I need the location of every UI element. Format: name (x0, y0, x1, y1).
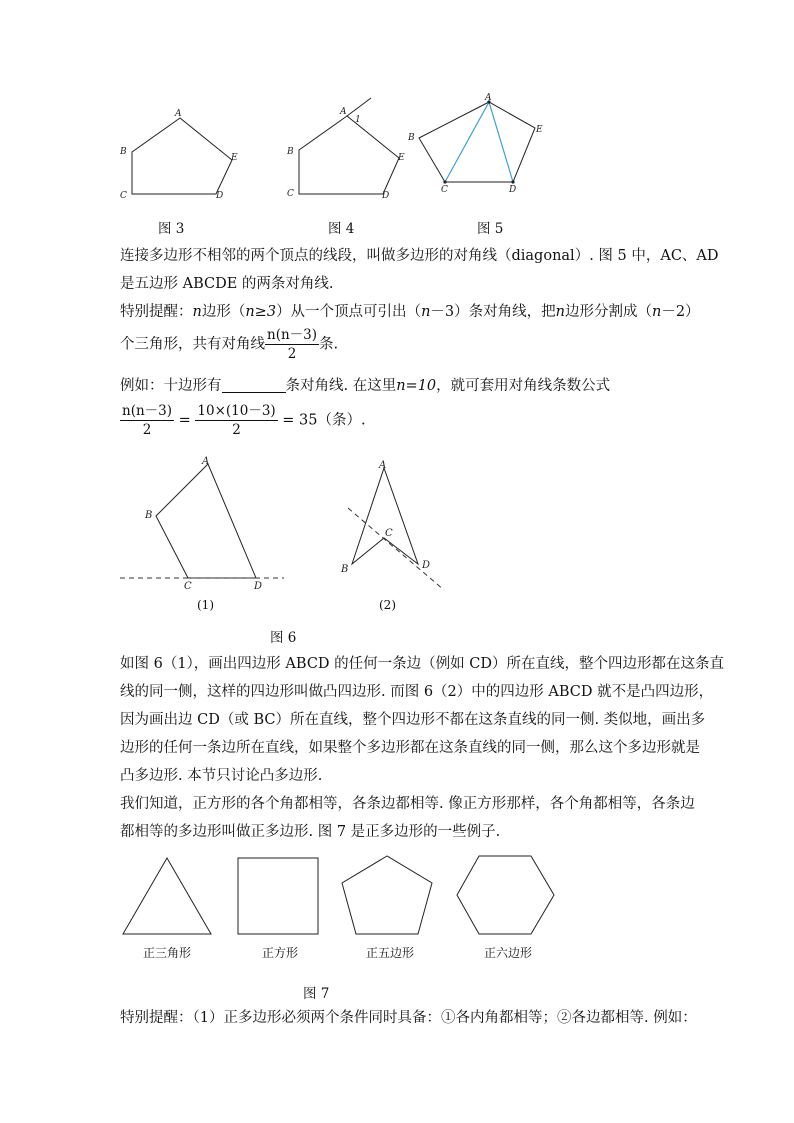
pentagon-abcde (132, 118, 232, 194)
label-regular-hexagon: 正六边形 (484, 946, 533, 960)
label-square: 正方形 (262, 946, 299, 960)
quadrilateral-abcd-concave (352, 468, 418, 564)
answer-blank[interactable] (222, 376, 286, 393)
figure-6-sub-caption-2: (2) (379, 598, 396, 612)
formula-fraction-general: $\frac{n(n-3)}{2}$ (122, 403, 173, 438)
figure-7-regular-polygons (118, 852, 578, 942)
vertex-label-b: B (287, 147, 294, 157)
extended-side (347, 98, 371, 116)
figure-6-caption: 图 6 (270, 630, 297, 646)
figure-7-caption: 图 7 (303, 986, 330, 1002)
figure-5-caption: 图 5 (477, 221, 504, 237)
regular-polygon-line-2: 都相等的多边形叫做正多边形. 图 7 是正多边形的一些例子. (120, 824, 501, 840)
tip-1-line-1: 特别提醒：n边形（n≥3）从一个顶点可引出（n－3）条对角线，把n边形分割成（n－2） (120, 304, 700, 320)
convex-paragraph-line-2: 线的同一侧，这样的四边形叫做凸四边形. 而图 6（2）中的四边形 ABCD 就不是凸四边形， (120, 684, 714, 700)
diagonal-definition-line-2: 是五边形 ABCDE 的两条对角线. (120, 276, 334, 292)
figure-3 (118, 108, 238, 208)
angle-label-1: 1 (355, 115, 361, 125)
convex-paragraph-line-5: 凸多边形. 本节只讨论凸多边形. (120, 768, 323, 784)
figure-6-sub-caption-1: (1) (197, 598, 214, 612)
vertex-label-d: D (254, 581, 263, 592)
vertex-label-c: C (385, 528, 393, 539)
tip-2-line-1: 特别提醒：（1）正多边形必须两个条件同时具备：①各内角都相等；②各边都相等. 例如： (120, 1010, 697, 1026)
convex-paragraph-line-1: 如图 6（1），画出四边形 ABCD 的任何一条边（例如 CD）所在直线，整个四边形都在这条直 (120, 656, 724, 672)
figure-6-concave-quadrilateral (340, 456, 460, 586)
example-formula-line: $\frac{n(n-3)}{2}$ = $\frac{10\times(10-3)}{2}$ = 35（条）. (122, 403, 366, 438)
figure-4 (285, 92, 415, 201)
convex-paragraph-line-4: 边形的任何一条边所在直线，如果整个多边形都在这条直线的同一侧，那么这个多边形就是 (120, 740, 700, 756)
diagonal-ac (445, 102, 489, 182)
vertex-label-a: A (485, 93, 492, 103)
vertex-label-c: C (120, 191, 127, 201)
regular-polygon-line-1: 我们知道，正方形的各个角都相等，各条边都相等. 像正方形那样，各个角都相等，各条边 (120, 796, 695, 812)
vertex-label-c: C (184, 581, 192, 592)
vertex-label-e: E (398, 153, 405, 163)
vertex-label-d: D (382, 191, 390, 201)
label-regular-pentagon: 正五边形 (366, 946, 415, 960)
formula-fraction-substituted: $\frac{10\times(10-3)}{2}$ (197, 403, 276, 438)
pentagon-with-exterior-angle (299, 116, 399, 194)
vertex-label-b: B (341, 564, 349, 575)
vertex-label-a: A (340, 107, 347, 117)
example-line-1: 例如：十边形有 条对角线. 在这里n=10，就可套用对角线条数公式 (120, 378, 611, 394)
vertex-label-c: C (287, 189, 294, 199)
quadrilateral-abcd-convex (156, 464, 256, 578)
regular-pentagon (342, 856, 432, 934)
vertex-label-d: D (216, 191, 224, 201)
figure-3-caption: 图 3 (158, 221, 185, 237)
figure-5 (405, 94, 545, 204)
diagonal-count-formula: $\frac{n(n-3)}{2}$ (267, 327, 318, 362)
vertex-label-d: D (422, 560, 431, 571)
extended-line-cd-dashed (348, 508, 444, 590)
regular-triangle (123, 858, 211, 934)
vertex-label-d: D (509, 185, 517, 195)
vertex-label-a: A (379, 460, 387, 471)
diagonal-definition-line-1: 连接多边形不相邻的两个顶点的线段，叫做多边形的对角线（diagonal）. 图 5 中，AC、AD (120, 248, 719, 264)
vertex-label-c: C (441, 185, 448, 195)
tip-label: 特别提醒： (120, 304, 193, 320)
figure-6-convex-quadrilateral (118, 456, 298, 592)
convex-paragraph-line-3: 因为画出边 CD（或 BC）所在直线，整个四边形不都在这条直线的同一侧. 类似地，画出多 (120, 712, 706, 728)
square (238, 858, 318, 934)
vertex-label-e: E (231, 153, 238, 163)
figure-4-caption: 图 4 (328, 221, 355, 237)
vertex-label-b: B (120, 147, 127, 157)
vertex-label-a: A (175, 109, 182, 119)
vertex-label-b: B (408, 133, 415, 143)
vertex-label-a: A (202, 456, 210, 467)
vertex-label-e: E (536, 125, 543, 135)
pentagon-abcde (419, 102, 535, 182)
label-regular-triangle: 正三角形 (143, 946, 192, 960)
vertex-label-b: B (145, 510, 153, 521)
regular-hexagon (457, 856, 554, 934)
tip-1-line-2: 个三角形，共有对角线 $\frac{n(n-3)}{2}$ 条. (120, 327, 339, 362)
